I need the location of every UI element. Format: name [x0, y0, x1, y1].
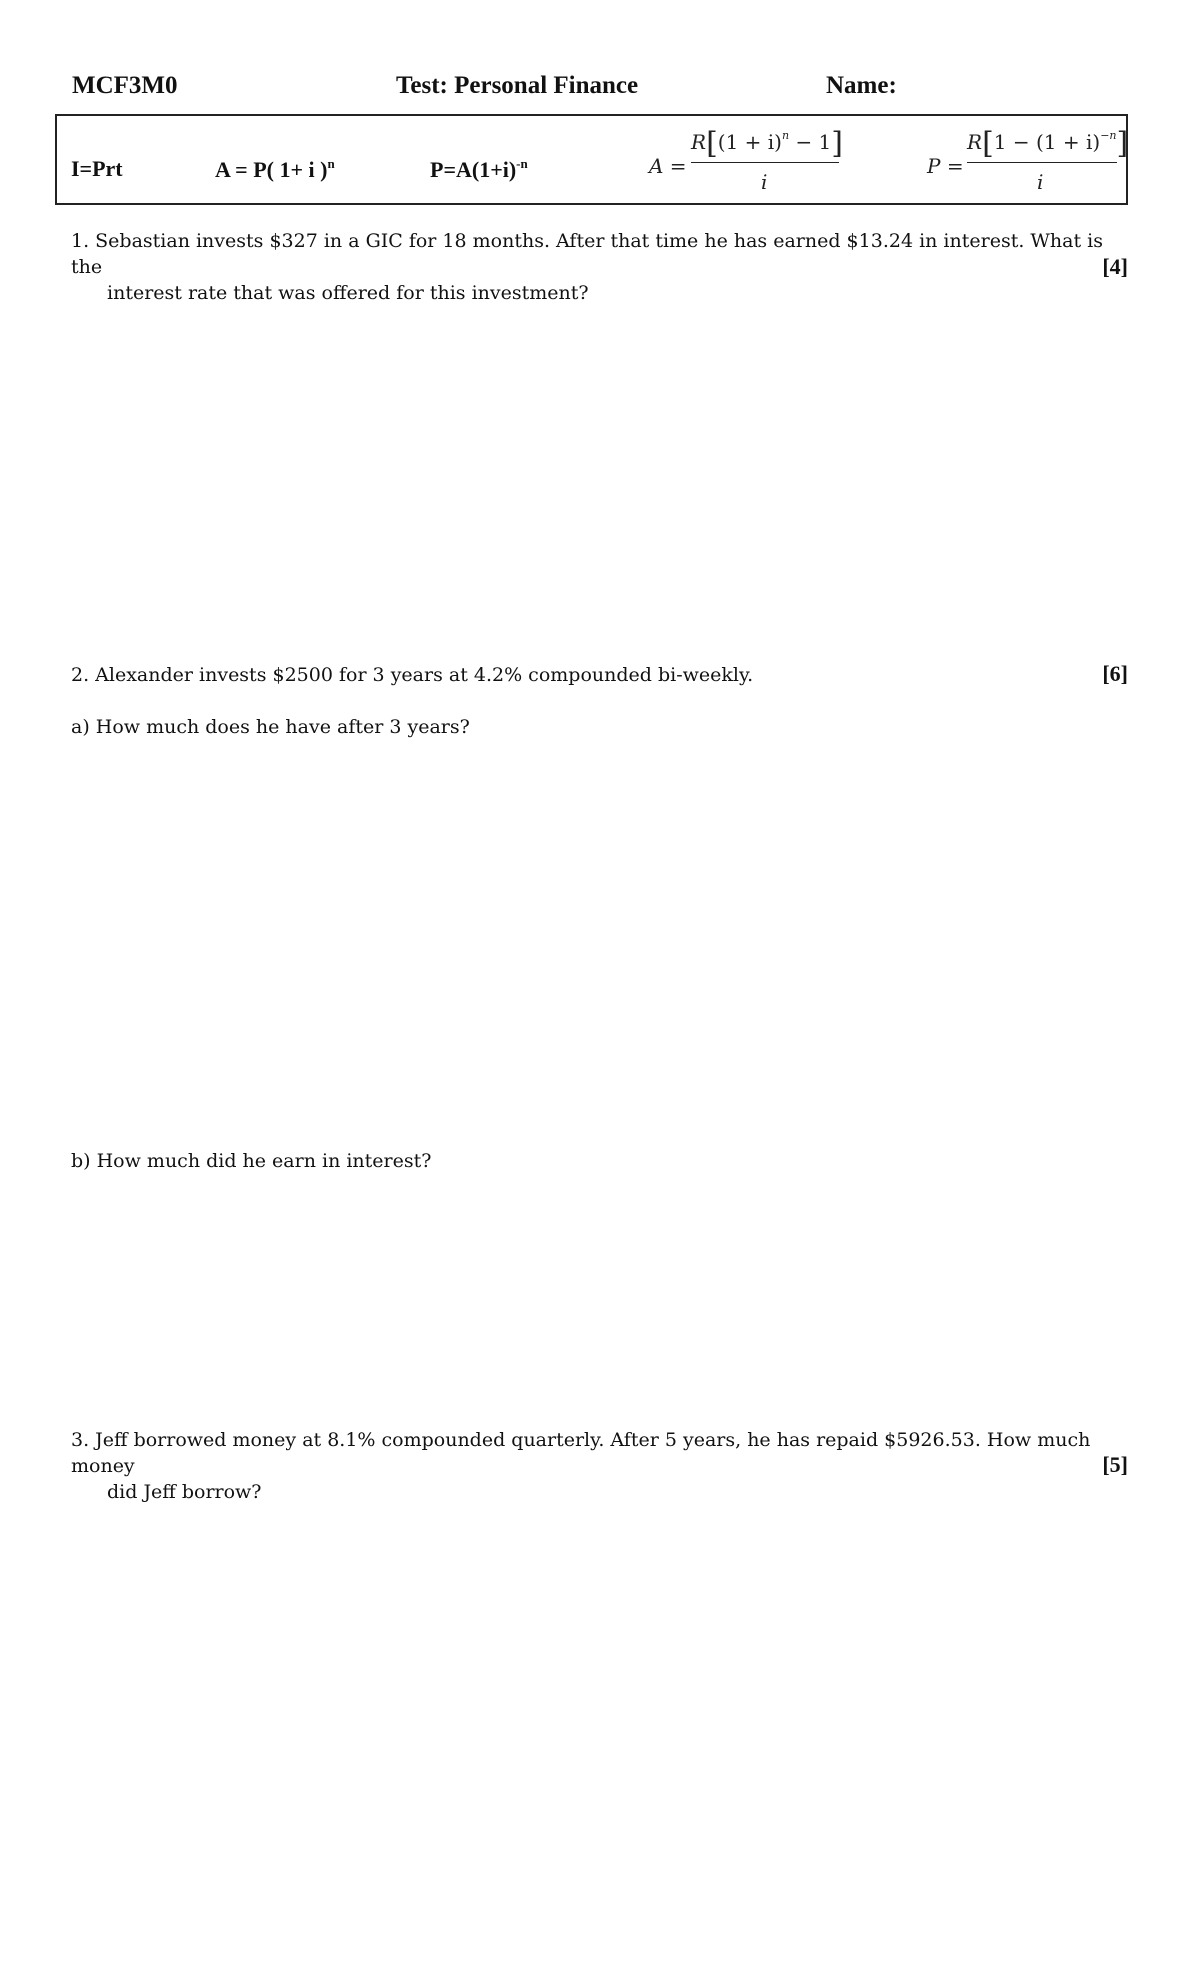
test-title: Test: Personal Finance — [396, 72, 639, 99]
question-3-line1: 3. Jeff borrowed money at 8.1% compounded quarterly. After 5 years, he has repaid $5926.53. How much money — [71, 1429, 1091, 1477]
question-1-line1: 1. Sebastian invests $327 in a GIC for 18 months. After that time he has earned $13.24 in interest. What is the — [71, 230, 1104, 278]
present-value-formula: $P=A(1+i)^{-n}$ — [430, 156, 528, 182]
name-label: Name: — [826, 72, 897, 99]
question-1-line2: interest rate that was offered for this investment? — [107, 282, 589, 304]
question-3-marks: [5] — [1102, 1452, 1128, 1477]
question-2-part-a: a) How much does he have after 3 years? — [71, 716, 470, 738]
question-1 — [71, 228, 1128, 306]
question-2 — [71, 662, 1128, 688]
simple-interest-formula: I=Prt — [71, 156, 123, 181]
formula-box — [55, 114, 1128, 205]
compound-amount-formula: A = P( 1+ i )$^n$ — [215, 156, 335, 182]
question-2-marks: [6] — [1102, 661, 1128, 686]
question-3-line2: did Jeff borrow? — [107, 1481, 262, 1503]
annuity-present-formula: P = $R[1 - (1 + i)^{-n}]$ i — [927, 126, 1129, 194]
course-code: MCF3M0 — [72, 72, 178, 99]
question-1-marks: [4] — [1102, 254, 1128, 279]
question-2-part-b: b) How much did he earn in interest? — [71, 1150, 432, 1172]
question-3 — [71, 1427, 1128, 1505]
annuity-amount-formula: A = $R[(1 + i)^n - 1]$ i — [649, 126, 843, 194]
question-2-line1: 2. Alexander invests $2500 for 3 years at 4.2% compounded bi-weekly. — [71, 664, 754, 686]
